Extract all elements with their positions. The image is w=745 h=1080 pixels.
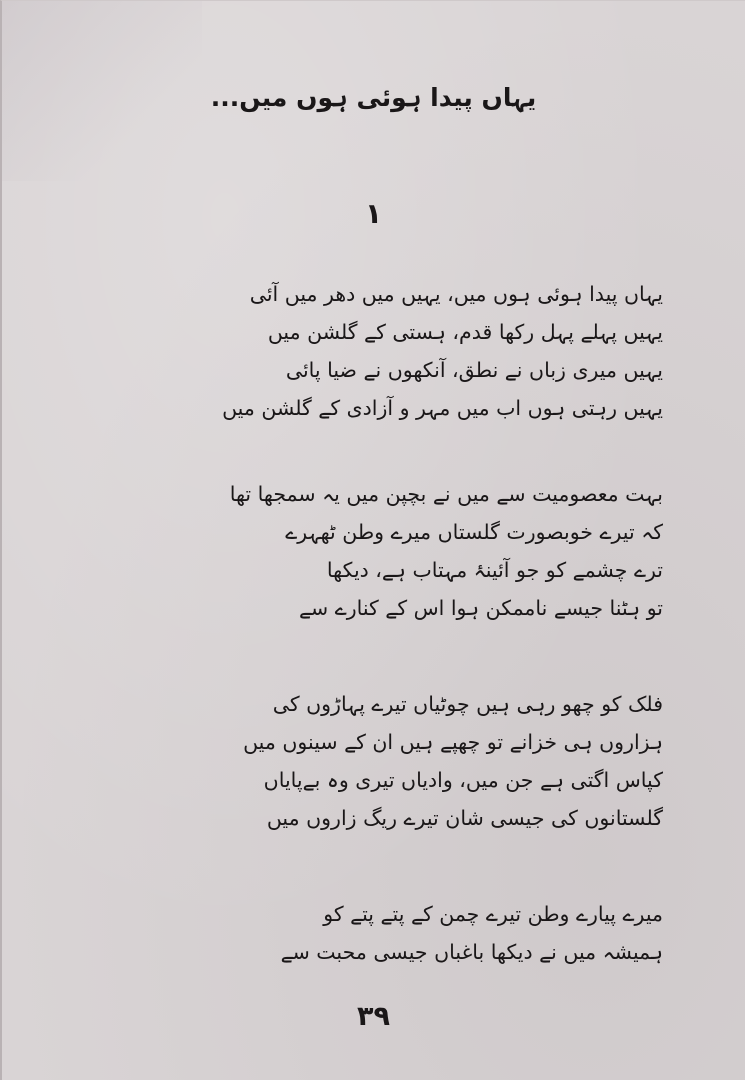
stanza-2 <box>143 475 663 627</box>
verse-line: ہزاروں ہی خزانے تو چھپے ہیں ان کے سینوں میں <box>243 730 663 754</box>
verse-line: بہت معصومیت سے میں نے بچپن میں یہ سمجھا تھا <box>229 482 663 506</box>
page-number: ۳۹ <box>357 1001 390 1032</box>
verse-line: میرے پیارے وطن تیرے چمن کے پتے پتے کو <box>323 902 663 926</box>
verse-line: یہاں پیدا ہوئی ہوں میں، یہیں میں دھر میں آئی <box>249 282 663 306</box>
verse-line: کہ تیرے خوبصورت گلستاں میرے وطن ٹھہرے <box>285 520 663 544</box>
verse-line: یہیں پہلے پہل رکھا قدم، ہستی کے گلشن میں <box>267 320 663 344</box>
verse-line: ہمیشہ میں نے دیکھا باغباں جیسی محبت سے <box>280 940 663 964</box>
stanza-4 <box>143 895 663 971</box>
poem-title: یہاں پیدا ہوئی ہوں میں... <box>210 83 537 112</box>
verse-line: کپاس اگتی ہے جن میں، وادیاں تیری وہ بے‌پایاں <box>263 768 663 792</box>
verse-line: ترے چشمے کو جو آئینۂ مہتاب ہے، دیکھا <box>326 558 663 582</box>
stanza-3 <box>143 685 663 837</box>
verse-line: فلک کو چھو رہی ہیں چوٹیاں تیرے پہاڑوں کی <box>272 692 663 716</box>
verse-line: گلستانوں کی جیسی شان تیرے ریگ زاروں میں <box>266 806 663 830</box>
verse-line: یہیں میری زباں نے نطق، آنکھوں نے ضیا پائی <box>285 358 663 382</box>
verse-line: تو ہٹنا جیسے ناممکن ہوا اس کے کنارے سے <box>298 596 663 620</box>
verse-line: یہیں رہتی ہوں اب میں مہر و آزادی کے گلشن میں <box>222 396 663 420</box>
stanza-1 <box>143 275 663 427</box>
section-number: ۱ <box>364 197 383 230</box>
